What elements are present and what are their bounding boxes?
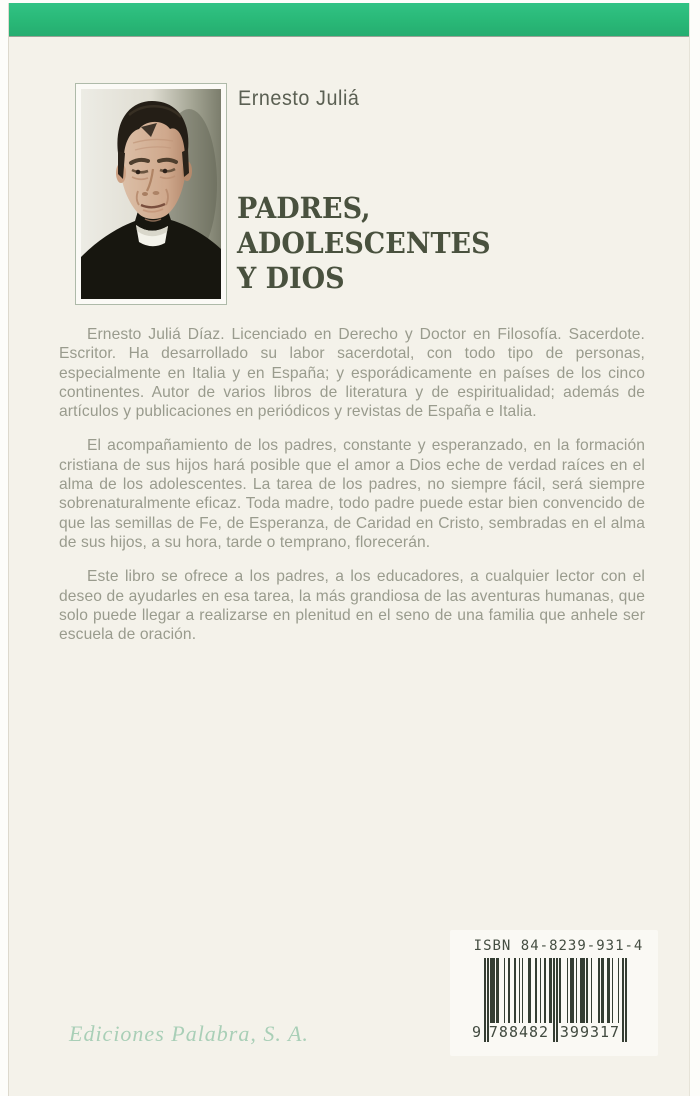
barcode-bar <box>622 958 624 1042</box>
barcode-bar <box>528 958 531 1023</box>
barcode-digits-left: 788482 <box>488 1023 550 1041</box>
isbn-label: ISBN 84-8239-931-4 <box>473 938 644 954</box>
barcode-bar <box>556 958 558 1042</box>
barcode-bar <box>570 958 575 1023</box>
barcode-bar <box>504 958 506 1023</box>
barcode-bar <box>559 958 561 1023</box>
title-line-1: PADRES, <box>237 191 371 225</box>
barcode-bar <box>508 958 510 1023</box>
book-title <box>237 191 491 296</box>
barcode-bars <box>471 958 627 1042</box>
barcode-bar <box>591 958 593 1023</box>
isbn-barcode-block <box>452 938 657 1056</box>
bio-paragraph-2: El acompañamiento de los padres, constante y esperanzado, en la formación cristiana de sus hijos hará posible que el amor a Dios eche de verdad raíces en el alma de los adolescentes. La tarea de los padres, no siempre fácil, será siempre sobrenaturalmente eficaz. Toda madre, todo padre puede estar bien convencido de que las semillas de Fe, de Esperanza, de Caridad en Cristo, sembradas en el alma de sus hijos, a su hora, tarde o temprano, florecerán. <box>59 437 645 551</box>
author-photo-frame <box>75 83 227 305</box>
book-back-cover <box>8 3 690 1096</box>
publisher-name: Ediciones Palabra, S. A. <box>69 1021 309 1046</box>
barcode-bar <box>487 958 489 1042</box>
title-line-3: Y DIOS <box>237 261 345 295</box>
barcode-bar <box>612 958 614 1023</box>
barcode-bar <box>522 958 524 1023</box>
top-green-band <box>9 3 689 37</box>
barcode-bar <box>586 958 588 1023</box>
barcode-bar <box>598 958 600 1023</box>
back-cover-text <box>59 325 645 659</box>
barcode-bar <box>549 958 552 1023</box>
barcode-bar <box>514 958 516 1023</box>
author-name: Ernesto Juliá <box>238 87 360 110</box>
barcode-bar <box>567 958 569 1023</box>
barcode-bar <box>540 958 542 1023</box>
barcode-digit-first: 9 <box>471 1023 481 1041</box>
bio-paragraph-3: Este libro se ofrece a los padres, a los educadores, a cualquier lector con el deseo de ayudarles en esa tarea, la más grandiosa de las aventuras humanas, que solo puede llegar a realizarse en plenitud en el seno de una familia que anhele ser escuela de oración. <box>59 568 645 644</box>
bio-paragraph-1: Ernesto Juliá Díaz. Licenciado en Derecho y Doctor en Filosofía. Sacerdote. Escritor. Ha desarrollado su labor sacerdotal, con todo tipo de personas, especialmente en Italia y en España; y esporádicamente en países de los cinco continentes. Autor de varios libros de literatura y de espiritualidad; además de artículos y publicaciones en periódicos y revistas de España e Italia. <box>59 326 645 421</box>
barcode-bar <box>490 958 495 1023</box>
barcode-bar <box>576 958 578 1023</box>
barcode-bar <box>496 958 499 1023</box>
barcode-bar <box>535 958 537 1023</box>
barcode-bar <box>601 958 604 1023</box>
barcode-bar <box>519 958 521 1023</box>
barcode-bar <box>607 958 610 1023</box>
barcode-bar <box>484 958 486 1042</box>
author-photo <box>81 89 221 299</box>
barcode-bar <box>553 958 555 1042</box>
barcode-bar <box>618 958 620 1023</box>
barcode-digits-right: 399317 <box>559 1023 621 1041</box>
title-line-2: ADOLESCENTES <box>237 226 491 260</box>
barcode-bar <box>580 958 585 1023</box>
barcode-bar <box>544 958 546 1023</box>
barcode-bar <box>625 958 627 1042</box>
